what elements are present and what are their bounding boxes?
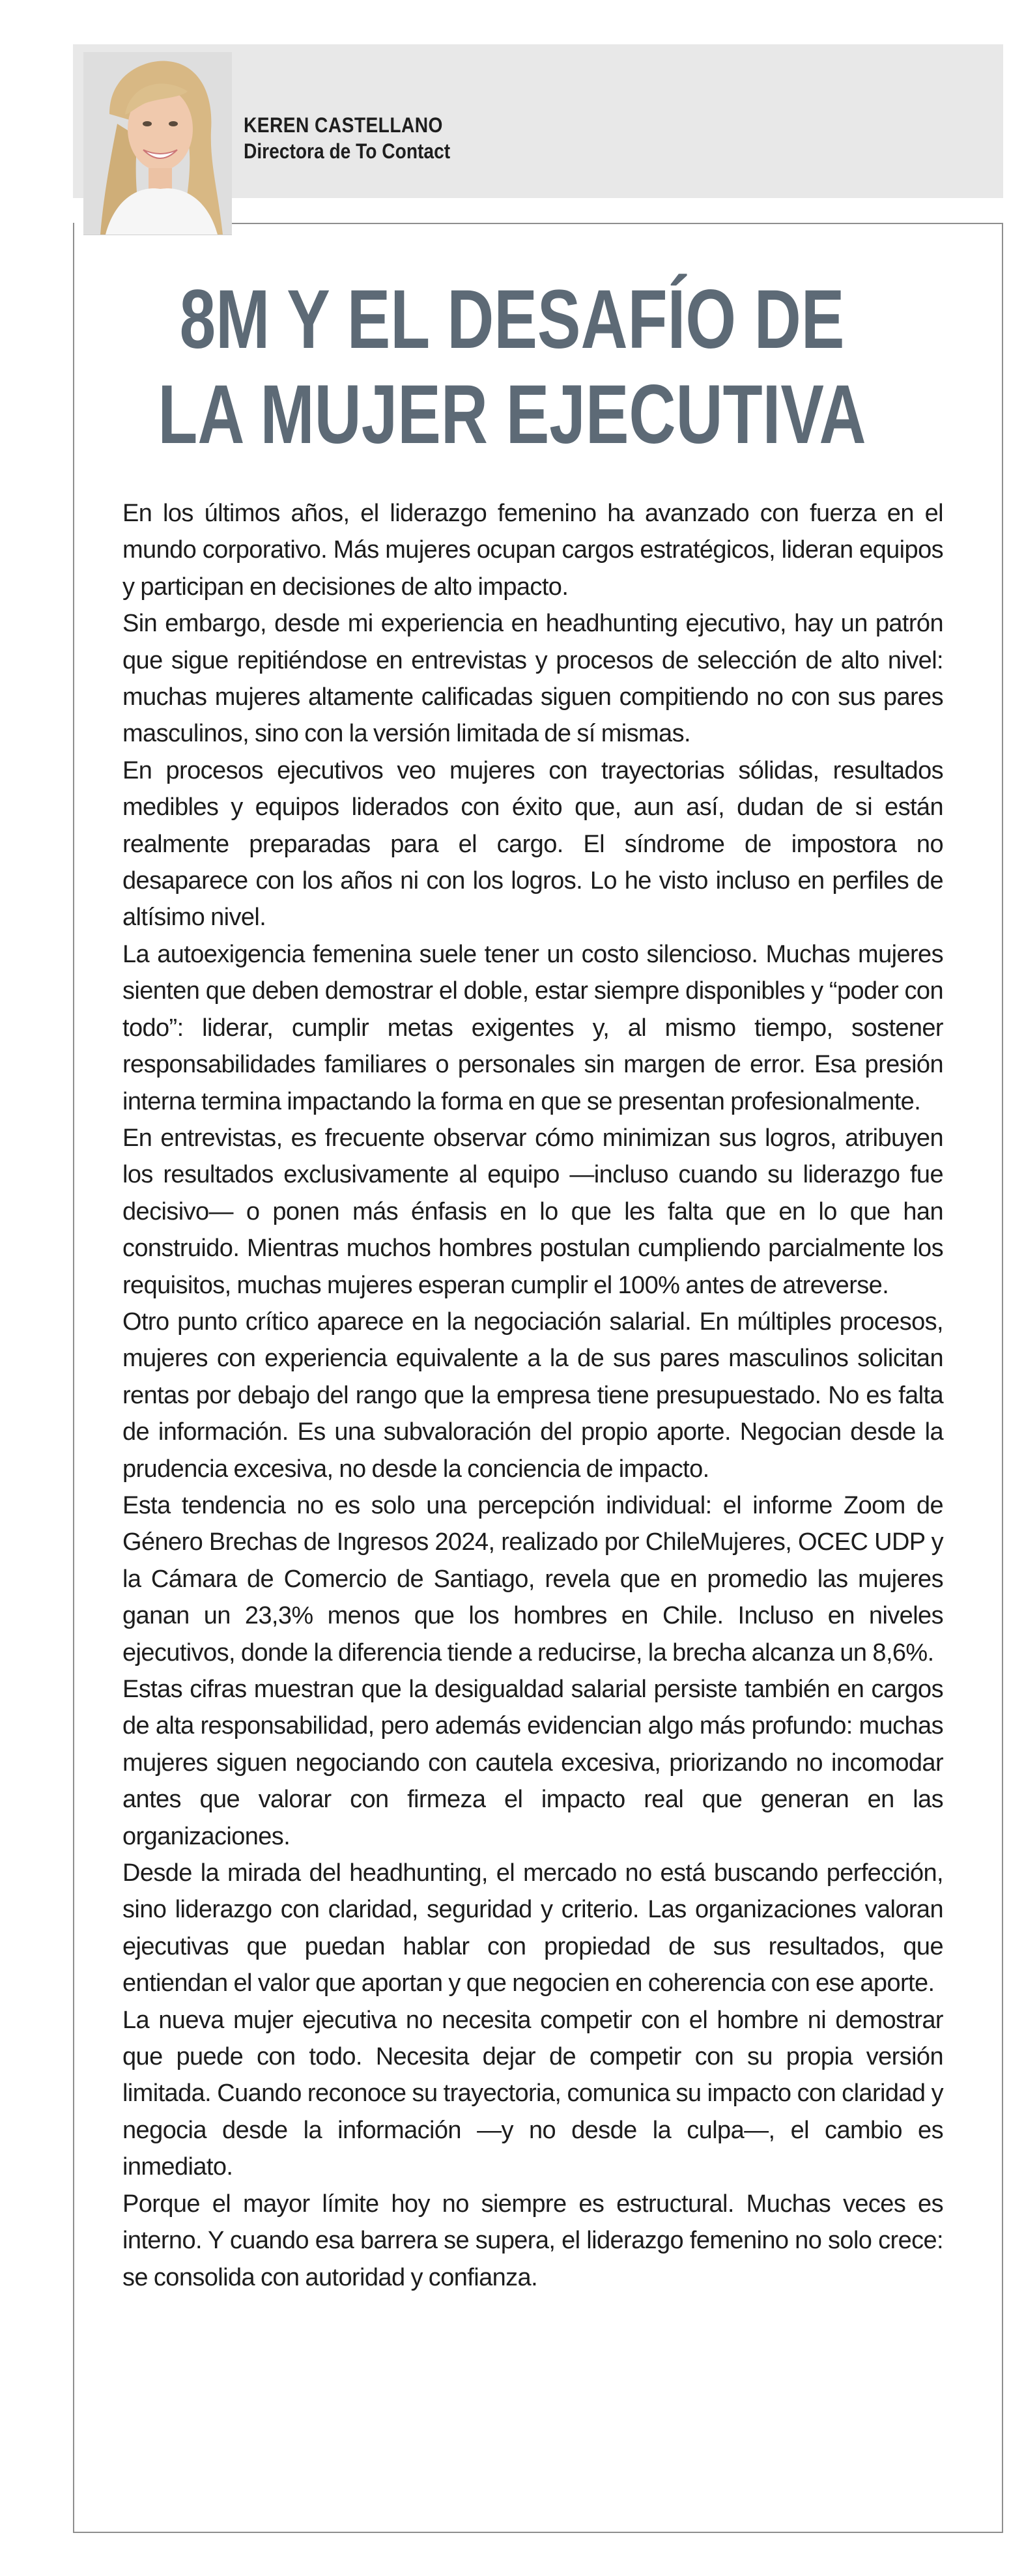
paragraph: En procesos ejecutivos veo mujeres con trayectorias sólidas, resultados medibles y equipos liderados con éxito que, aun así, dudan de si están realmente preparadas para el cargo. El síndrome de impostora no desaparece con los años ni con los logros. Lo he visto incluso en perfiles de altísimo nivel. bbox=[122, 756, 943, 932]
byline bbox=[244, 112, 478, 164]
frame-top-divider bbox=[232, 223, 1003, 224]
paragraph: Otro punto crítico aparece en la negociación salarial. En múltiples procesos, mujeres con experiencia equivalente a la de sus pares masculinos solicitan rentas por debajo del rango que la empresa tiene presupuestado. No es falta de información. Es una subvaloración del propio aporte. Negocian desde la prudencia excesiva, no desde la conciencia de impacto. bbox=[122, 1308, 943, 1483]
paragraph: Desde la mirada del headhunting, el mercado no está buscando perfección, sino liderazgo con claridad, seguridad y criterio. Las organizaciones valoran ejecutivas que puedan hablar con propiedad de sus resultados, que entiendan el valor que aportan y que negocien en coherencia con ese aporte. bbox=[122, 1859, 943, 1997]
paragraph: En los últimos años, el liderazgo femenino ha avanzado con fuerza en el mundo corporativo. Más mujeres ocupan cargos estratégicos, lideran equipos y participan en decisiones de alto impacto. bbox=[122, 500, 943, 601]
headline-line-1: 8M Y EL DESAFÍO DE bbox=[179, 273, 845, 366]
article-body bbox=[122, 495, 943, 2296]
paragraph: En entrevistas, es frecuente observar cómo minimizan sus logros, atribuyen los resultados exclusivamente al equipo —incluso cuando su liderazgo fue decisivo— o ponen más énfasis en lo que les falta que en lo que han construido. Mientras muchos hombres postulan cumpliendo parcialmente los requisitos, muchas mujeres esperan cumplir el 100% antes de atreverse. bbox=[122, 1124, 943, 1299]
author-portrait-image bbox=[83, 52, 232, 235]
paragraph: Esta tendencia no es solo una percepción individual: el informe Zoom de Género Brechas de Ingresos 2024, realizado por ChileMujeres, OCEC UDP y la Cámara de Comercio de Santiago, revela que en promedio las mujeres ganan un 23,3% menos que los hombres en Chile. Incluso en niveles ejecutivos, donde la diferencia tiende a reducirse, la brecha alcanza un 8,6%. bbox=[122, 1491, 943, 1667]
paragraph: Sin embargo, desde mi experiencia en headhunting ejecutivo, hay un patrón que sigue repitiéndose en entrevistas y procesos de selección de alto nivel: muchas mujeres altamente calificadas siguen compitiendo no con sus pares masculinos, sino con la versión limitada de sí mismas. bbox=[122, 610, 943, 748]
headline-line-2: LA MUJER EJECUTIVA bbox=[158, 368, 866, 461]
paragraph: Estas cifras muestran que la desigualdad salarial persiste también en cargos de alta responsabilidad, pero además evidencian algo más profundo: muchas mujeres siguen negociando con cautela excesiva, priorizando no incomodar antes que valorar con firmeza el impacto real que generan en las organizaciones. bbox=[122, 1676, 943, 1850]
paragraph: La autoexigencia femenina suele tener un costo silencioso. Muchas mujeres sienten que deben demostrar el doble, estar siempre disponibles y “poder con todo”: liderar, cumplir metas exigentes y, al mismo tiempo, sostener responsabilidades familiares o personales sin margen de error. Esa presión interna termina impactando la forma en que se presentan profesionalmente. bbox=[122, 940, 943, 1115]
author-photo bbox=[83, 52, 232, 235]
author-name: KEREN CASTELLANO bbox=[244, 113, 443, 137]
author-header-band bbox=[73, 44, 1003, 198]
paragraph: La nueva mujer ejecutiva no necesita competir con el hombre ni demostrar que puede con todo. Necesita dejar de competir con su propia versión limitada. Cuando reconoce su trayectoria, comunica su impacto con claridad y negocia desde la información —y no desde la culpa—, el cambio es inmediato. bbox=[122, 2006, 943, 2181]
author-role: Directora de To Contact bbox=[244, 139, 451, 163]
paragraph: Porque el mayor límite hoy no siempre es estructural. Muchas veces es interno. Y cuando esa barrera se supera, el liderazgo femenino no solo crece: se consolida con autoridad y confianza. bbox=[122, 2190, 943, 2291]
headline bbox=[0, 272, 1024, 463]
